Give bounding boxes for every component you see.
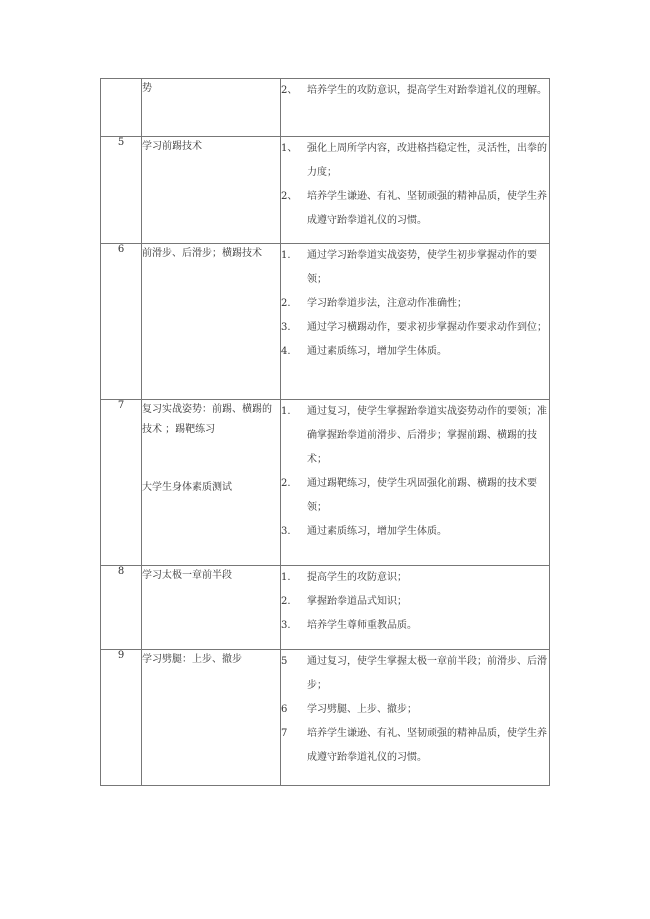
- goal-index: 1、: [281, 143, 298, 154]
- goal-index: 4.: [281, 346, 291, 357]
- goal-index: 5: [281, 656, 288, 667]
- table-row: [101, 137, 550, 244]
- goal-text: 学习跆拳道步法，注意动作准确性；: [307, 298, 467, 309]
- goal-index: 6: [281, 704, 288, 715]
- goal-index: 2、: [281, 191, 298, 202]
- goal-text: 通过学习横踢动作，要求初步掌握动作要求动作到位；: [307, 322, 547, 333]
- goal-item: [281, 244, 549, 292]
- goal-text: 培养学生谦逊、有礼、坚韧顽强的精神品质，使学生养成遵守跆拳道礼仪的习惯。: [307, 728, 547, 763]
- goal-item: [281, 316, 549, 340]
- goal-item: [281, 566, 549, 590]
- lesson-content-text: 势: [142, 83, 152, 94]
- week-number-cell: 8: [101, 566, 142, 650]
- goal-item: [281, 614, 549, 638]
- goal-item: [281, 185, 549, 233]
- lesson-content-text: 大学生身体素质测试: [142, 482, 232, 493]
- goal-index: 3.: [281, 322, 291, 333]
- goal-text: 掌握跆拳道品式知识；: [307, 596, 407, 607]
- content-spacer: [142, 440, 280, 478]
- week-number-cell: 5: [101, 137, 142, 244]
- lesson-plan-body: [101, 79, 550, 786]
- goal-text: 通过复习，使学生掌握太极一章前半段；前滑步、后滑步；: [307, 656, 547, 691]
- teaching-goals-cell: [281, 400, 550, 566]
- goal-item: [281, 137, 549, 185]
- goal-item: [281, 292, 549, 316]
- goal-text: 培养学生谦逊、有礼、坚韧顽强的精神品质，使学生养成遵守跆拳道礼仪的习惯。: [307, 191, 547, 226]
- teaching-goals-cell: [281, 650, 550, 786]
- goal-text: 强化上周所学内容，改进格挡稳定性，灵活性，出拳的力度；: [307, 143, 547, 178]
- goal-item: [281, 400, 549, 472]
- goal-index: 1.: [281, 250, 291, 261]
- goal-index: 3.: [281, 620, 291, 631]
- goal-text: 通过学习跆拳道实战姿势，使学生初步掌握动作的要领；: [307, 250, 537, 285]
- goal-index: 2.: [281, 298, 291, 309]
- table-row: [101, 79, 550, 137]
- goal-item: [281, 650, 549, 698]
- lesson-content-text: 学习太极一章前半段: [142, 570, 232, 581]
- lesson-content-cell: [142, 79, 281, 137]
- lesson-content-cell: [142, 137, 281, 244]
- lesson-plan-table: [100, 78, 550, 786]
- goal-text: 提高学生的攻防意识；: [307, 572, 407, 583]
- goal-item: [281, 472, 549, 520]
- lesson-content-text: 前滑步、后滑步；横踢技术: [142, 248, 262, 259]
- goal-item: [281, 79, 549, 103]
- week-number-cell: 9: [101, 650, 142, 786]
- goal-text: 培养学生的攻防意识，提高学生对跆拳道礼仪的理解。: [307, 85, 547, 96]
- goal-index: 2、: [281, 85, 298, 96]
- goal-index: 2.: [281, 478, 291, 489]
- teaching-goals-cell: [281, 244, 550, 400]
- lesson-content-text: 学习劈腿：上步、撤步: [142, 654, 242, 665]
- goal-index: 3.: [281, 526, 291, 537]
- goal-item: [281, 340, 549, 364]
- goal-text: 通过素质练习，增加学生体质。: [307, 346, 447, 357]
- goal-index: 7: [281, 728, 288, 739]
- week-number-cell: 7: [101, 400, 142, 566]
- table-row: [101, 400, 550, 566]
- goal-text: 通过踢靶练习，使学生巩固强化前踢、横踢的技术要领；: [307, 478, 537, 513]
- goal-text: 学习劈腿、上步、撤步；: [307, 704, 417, 715]
- goal-index: 1.: [281, 572, 291, 583]
- goal-item: [281, 520, 549, 544]
- teaching-goals-cell: [281, 137, 550, 244]
- lesson-content-text: 学习前踢技术: [142, 141, 202, 152]
- week-number-cell: 6: [101, 244, 142, 400]
- teaching-goals-cell: [281, 566, 550, 650]
- lesson-content-text: 复习实战姿势：前踢、横踢的技术 ；踢靶练习: [142, 404, 272, 435]
- table-row: [101, 650, 550, 786]
- goal-index: 1.: [281, 406, 291, 417]
- lesson-content-cell: [142, 244, 281, 400]
- lesson-content-cell: [142, 650, 281, 786]
- goal-text: 培养学生尊师重教品质。: [307, 620, 417, 631]
- goal-text: 通过素质练习，增加学生体质。: [307, 526, 447, 537]
- table-row: [101, 566, 550, 650]
- lesson-content-cell: [142, 400, 281, 566]
- goal-text: 通过复习，使学生掌握跆拳道实战姿势动作的要领；准确掌握跆拳道前滑步、后滑步；掌握前踢、横踢的技术；: [307, 406, 547, 465]
- table-row: [101, 244, 550, 400]
- week-number-cell: [101, 79, 142, 137]
- teaching-goals-cell: [281, 79, 550, 137]
- goal-item: [281, 590, 549, 614]
- goal-item: [281, 698, 549, 722]
- goal-index: 2.: [281, 596, 291, 607]
- goal-item: [281, 722, 549, 770]
- lesson-content-cell: [142, 566, 281, 650]
